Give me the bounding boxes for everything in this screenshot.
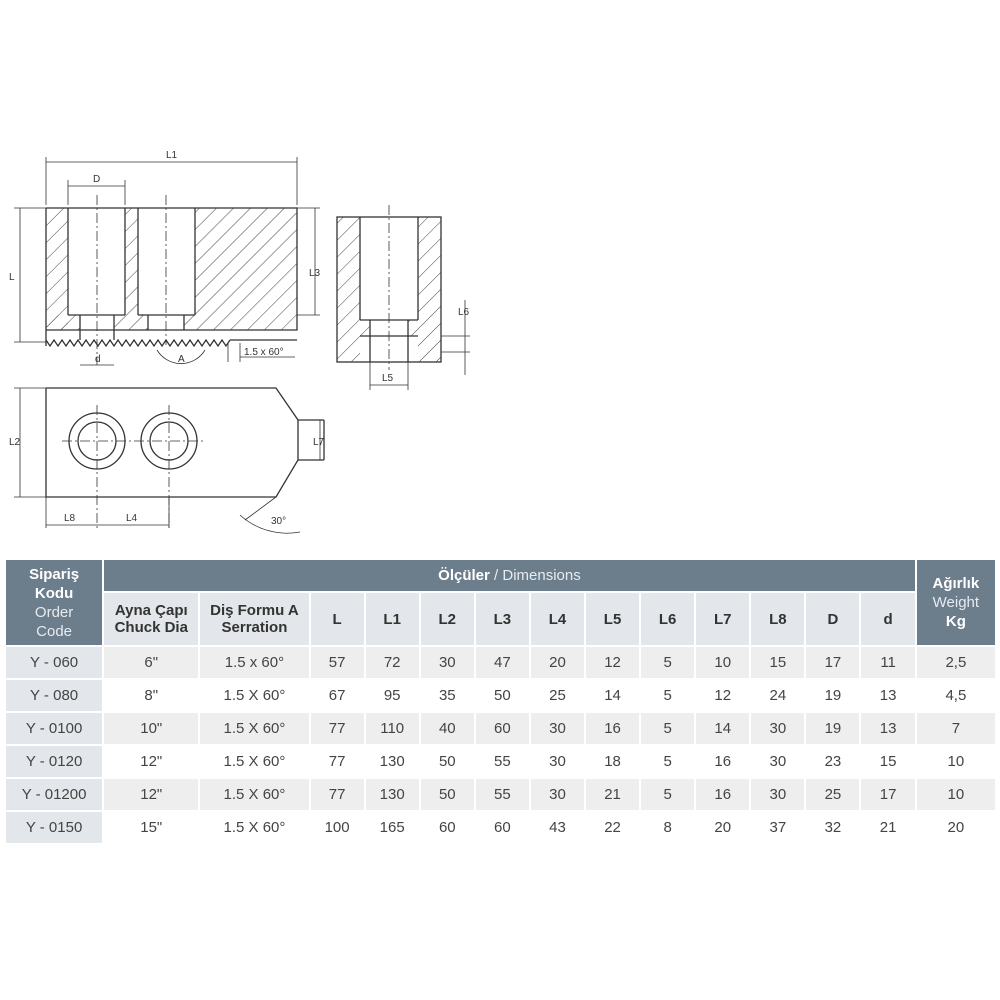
dim-label-l3: L3 [309, 268, 321, 279]
value-cell: 55 [476, 779, 529, 810]
dim-label-d-lower: d [95, 354, 101, 365]
weight-header: Ağırlık Weight Kg [917, 560, 995, 645]
dim-label-l8: L8 [64, 513, 76, 524]
chuck-dia-cell: 15" [104, 812, 198, 843]
value-cell: 22 [586, 812, 639, 843]
value-cell: 17 [861, 779, 914, 810]
table-row [6, 746, 995, 777]
col-header-l3: L3 [476, 593, 529, 645]
table-row [6, 812, 995, 843]
col-header-l4: L4 [531, 593, 584, 645]
chuck-dia-header: Ayna Çapı Chuck Dia [104, 593, 198, 645]
value-cell: 60 [476, 812, 529, 843]
value-cell: 165 [366, 812, 419, 843]
order-code-cell: Y - 0100 [6, 713, 102, 744]
value-cell: 55 [476, 746, 529, 777]
value-cell: 17 [806, 647, 859, 678]
order-code-cell: Y - 0150 [6, 812, 102, 843]
col-header-l: L [311, 593, 364, 645]
table-row [6, 713, 995, 744]
weight-cell: 20 [917, 812, 995, 843]
dim-label-d-upper: D [93, 174, 101, 185]
serration-cell: 1.5 X 60° [200, 746, 308, 777]
value-cell: 30 [751, 746, 804, 777]
dimensions-header: Ölçüler / Dimensions [104, 560, 915, 591]
table-row [6, 680, 995, 711]
order-code-cell: Y - 080 [6, 680, 102, 711]
value-cell: 15 [861, 746, 914, 777]
value-cell: 30 [421, 647, 474, 678]
chuck-dia-cell: 12" [104, 746, 198, 777]
value-cell: 110 [366, 713, 419, 744]
value-cell: 16 [696, 779, 749, 810]
value-cell: 30 [531, 746, 584, 777]
dim-label-angle: 30° [271, 516, 287, 527]
dim-label-l5: L5 [382, 373, 394, 384]
weight-cell: 2,5 [917, 647, 995, 678]
value-cell: 20 [531, 647, 584, 678]
order-code-cell: Y - 01200 [6, 779, 102, 810]
value-cell: 32 [806, 812, 859, 843]
col-header-l5: L5 [586, 593, 639, 645]
value-cell: 43 [531, 812, 584, 843]
value-cell: 11 [861, 647, 914, 678]
col-header-l1: L1 [366, 593, 419, 645]
value-cell: 5 [641, 713, 694, 744]
value-cell: 37 [751, 812, 804, 843]
value-cell: 57 [311, 647, 364, 678]
serration-cell: 1.5 x 60° [200, 647, 308, 678]
value-cell: 25 [531, 680, 584, 711]
dim-label-l1: L1 [166, 150, 178, 161]
order-code-header: Sipariş Kodu Order Code [6, 560, 102, 645]
serration-header: Diş Formu A Serration [200, 593, 308, 645]
value-cell: 13 [861, 680, 914, 711]
value-cell: 47 [476, 647, 529, 678]
value-cell: 19 [806, 713, 859, 744]
value-cell: 77 [311, 746, 364, 777]
value-cell: 50 [421, 746, 474, 777]
value-cell: 67 [311, 680, 364, 711]
value-cell: 95 [366, 680, 419, 711]
value-cell: 130 [366, 746, 419, 777]
dim-label-l4: L4 [126, 513, 138, 524]
value-cell: 19 [806, 680, 859, 711]
chuck-dia-cell: 6" [104, 647, 198, 678]
value-cell: 30 [531, 779, 584, 810]
value-cell: 12 [696, 680, 749, 711]
chuck-dia-cell: 12" [104, 779, 198, 810]
col-header-d-lower: d [861, 593, 914, 645]
value-cell: 16 [696, 746, 749, 777]
weight-cell: 7 [917, 713, 995, 744]
value-cell: 100 [311, 812, 364, 843]
serration-cell: 1.5 X 60° [200, 812, 308, 843]
table-row [6, 647, 995, 678]
dimensions-table [4, 558, 997, 845]
value-cell: 5 [641, 680, 694, 711]
value-cell: 72 [366, 647, 419, 678]
value-cell: 25 [806, 779, 859, 810]
value-cell: 5 [641, 647, 694, 678]
serration-cell: 1.5 X 60° [200, 680, 308, 711]
value-cell: 14 [586, 680, 639, 711]
top-view [46, 388, 324, 530]
front-section-view [46, 195, 297, 365]
weight-cell: 10 [917, 746, 995, 777]
value-cell: 18 [586, 746, 639, 777]
chuck-dia-cell: 10" [104, 713, 198, 744]
side-section-view [337, 205, 441, 370]
value-cell: 130 [366, 779, 419, 810]
value-cell: 16 [586, 713, 639, 744]
value-cell: 30 [531, 713, 584, 744]
value-cell: 60 [421, 812, 474, 843]
weight-cell: 10 [917, 779, 995, 810]
value-cell: 20 [696, 812, 749, 843]
dim-label-l2: L2 [9, 437, 21, 448]
dim-label-l7: L7 [313, 437, 325, 448]
value-cell: 21 [586, 779, 639, 810]
value-cell: 5 [641, 746, 694, 777]
value-cell: 77 [311, 713, 364, 744]
dim-label-l6: L6 [458, 307, 470, 318]
col-header-l7: L7 [696, 593, 749, 645]
col-header-l8: L8 [751, 593, 804, 645]
col-header-l2: L2 [421, 593, 474, 645]
value-cell: 23 [806, 746, 859, 777]
value-cell: 30 [751, 779, 804, 810]
value-cell: 60 [476, 713, 529, 744]
chuck-dia-cell: 8" [104, 680, 198, 711]
value-cell: 30 [751, 713, 804, 744]
value-cell: 24 [751, 680, 804, 711]
dim-label-l: L [9, 272, 15, 283]
top-dimensions [14, 388, 320, 533]
weight-cell: 4,5 [917, 680, 995, 711]
order-code-cell: Y - 060 [6, 647, 102, 678]
table-row [6, 779, 995, 810]
order-code-cell: Y - 0120 [6, 746, 102, 777]
value-cell: 13 [861, 713, 914, 744]
value-cell: 15 [751, 647, 804, 678]
value-cell: 21 [861, 812, 914, 843]
col-header-l6: L6 [641, 593, 694, 645]
value-cell: 50 [421, 779, 474, 810]
value-cell: 5 [641, 779, 694, 810]
serration-cell: 1.5 X 60° [200, 779, 308, 810]
dim-label-a: A [178, 354, 185, 365]
value-cell: 14 [696, 713, 749, 744]
serration-cell: 1.5 X 60° [200, 713, 308, 744]
value-cell: 77 [311, 779, 364, 810]
value-cell: 40 [421, 713, 474, 744]
value-cell: 12 [586, 647, 639, 678]
value-cell: 8 [641, 812, 694, 843]
value-cell: 35 [421, 680, 474, 711]
dim-label-serration: 1.5 x 60° [244, 347, 284, 358]
value-cell: 10 [696, 647, 749, 678]
value-cell: 50 [476, 680, 529, 711]
col-header-d-upper: D [806, 593, 859, 645]
